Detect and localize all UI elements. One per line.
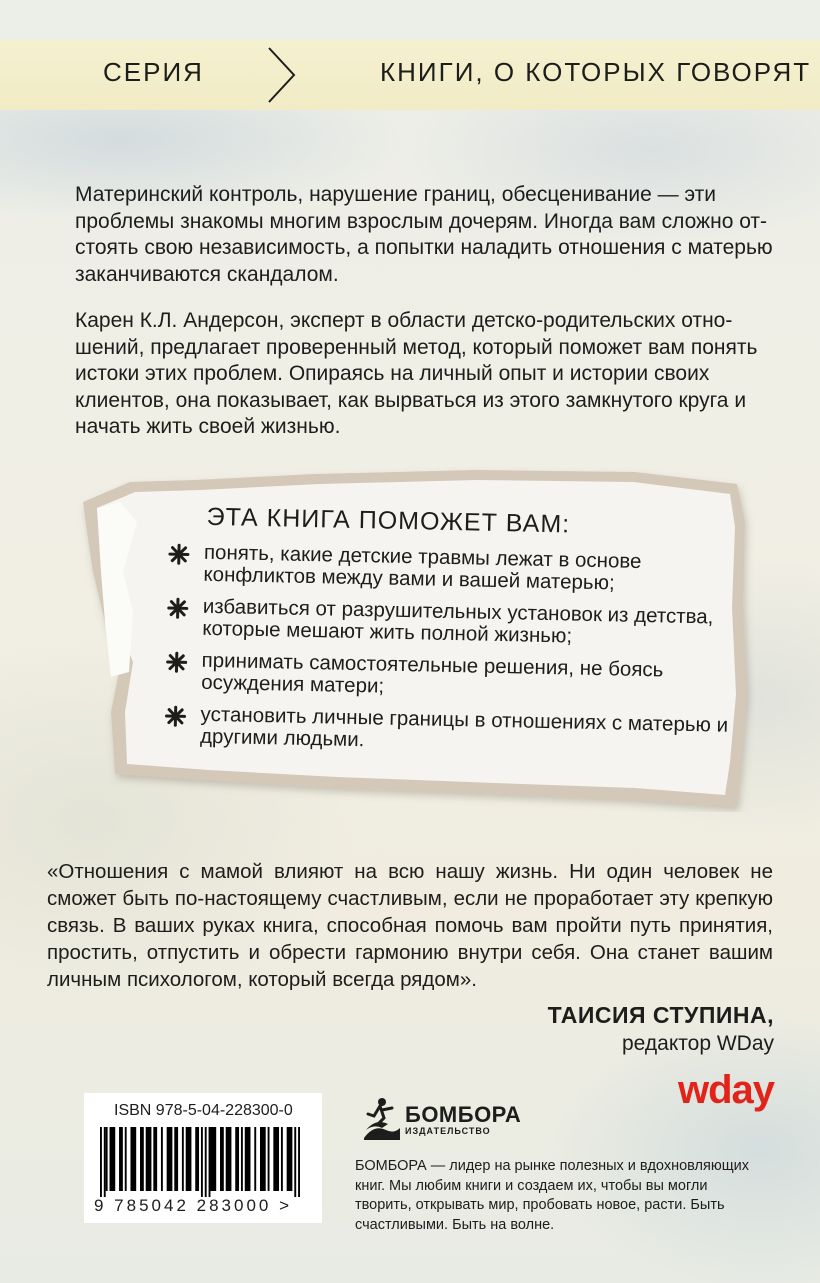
bombora-surfer-icon — [360, 1094, 402, 1142]
quote-author-role: редактор WDay — [622, 1032, 774, 1055]
barcode-bar — [186, 1127, 192, 1191]
barcode-bar — [205, 1127, 207, 1197]
isbn-number: ISBN 978-5-04-228300-0 — [114, 1102, 293, 1119]
barcode-bar — [298, 1127, 300, 1197]
barcode-bar — [195, 1127, 199, 1191]
barcode-bar — [287, 1127, 293, 1191]
barcode-bar — [281, 1127, 283, 1191]
barcode-bar — [260, 1127, 266, 1191]
barcode-bar — [140, 1127, 144, 1191]
benefit-text: принимать самостоятельные решения, не боясь осуждения матери; — [200, 648, 664, 698]
barcode-bar — [201, 1127, 203, 1197]
benefit-text: установить личные границы в отношениях с матерью и другими людьми. — [199, 702, 729, 752]
barcode-bar — [161, 1127, 163, 1191]
series-label: СЕРИЯ — [103, 57, 204, 87]
benefit-item — [163, 649, 739, 705]
benefit-item — [162, 703, 738, 759]
barcode-bar — [130, 1127, 136, 1191]
asterisk-star-icon — [167, 597, 189, 619]
barcode-bar — [174, 1127, 178, 1191]
barcode-bar — [104, 1127, 106, 1197]
benefits-heading: ЭТА КНИГА ПОМОЖЕТ ВАМ: — [206, 502, 571, 539]
barcode-bar — [182, 1127, 184, 1191]
barcode-bar — [119, 1127, 123, 1191]
barcode-bar — [209, 1127, 211, 1197]
barcode-bar — [268, 1127, 270, 1191]
series-banner — [0, 40, 820, 110]
barcode-bar — [210, 1127, 216, 1191]
asterisk-star-icon — [168, 543, 190, 565]
series-name: КНИГИ, О КОТОРЫХ ГОВОРЯТ — [380, 57, 812, 87]
barcode-icon — [94, 1127, 312, 1197]
barcode-bar — [220, 1127, 224, 1191]
benefit-item — [165, 541, 741, 597]
barcode-bar — [106, 1127, 108, 1191]
barcode-bar — [167, 1127, 173, 1191]
benefits-content — [162, 502, 742, 769]
barcode-bar — [245, 1127, 251, 1191]
asterisk-star-icon — [165, 651, 187, 673]
publisher-logo — [360, 1094, 560, 1144]
chevron-right-icon — [264, 44, 298, 106]
barcode-bar — [273, 1127, 279, 1191]
asterisk-star-icon — [164, 705, 186, 727]
description-paragraph-1: Материнский контроль, нарушение границ, обесценивание — эти проблемы знакомы многим взрослым дочерям. Иногда вам сложно от-стоять свою независимость, а попытки наладить отношения с матерью заканчиваются скандалом. — [75, 183, 773, 286]
barcode-digits: 9 785042 283000 > — [94, 1196, 293, 1215]
benefits-card — [75, 462, 755, 812]
wday-logo: wday — [677, 1068, 774, 1112]
barcode-bar — [235, 1127, 239, 1191]
barcode-bar — [241, 1127, 243, 1191]
barcode-bar — [100, 1127, 102, 1197]
publisher-subtitle: ИЗДАТЕЛЬСТВО — [405, 1126, 491, 1136]
barcode-bar — [146, 1127, 152, 1191]
barcode-bar — [254, 1127, 256, 1191]
publisher-description: БОМБОРА — лидер на рынке полезных и вдохновляющих книг. Мы любим книги и создаем их, чтобы вы могли творить, открывать мир, пробовать новое, расти. Быть счастливыми. Быть на волне. — [355, 1158, 749, 1233]
barcode-bar — [294, 1127, 296, 1197]
editor-quote: «Отношения с мамой влияют на всю нашу жизнь. Ни один человек не сможет быть по-настоящему счастливым, если не проработает эту крепкую связь. В ваших руках книга, способная помочь вам пройти путь принятия, простить, отпустить и обрести гармонию внутри себя. Она станет вашим личным психологом, который всегда рядом». — [47, 860, 773, 991]
benefit-text: понять, какие детские травмы лежат в основе конфликтов между вами и вашей матерью; — [203, 540, 642, 595]
barcode-bar — [125, 1127, 127, 1191]
barcode-bar — [226, 1127, 232, 1191]
barcode-bar — [153, 1127, 157, 1191]
barcode-bar — [110, 1127, 116, 1191]
benefit-text: избавиться от разрушительных установок из детства, которые мешают жить полной жизнью; — [202, 594, 714, 648]
publisher-name: БОМБОРА — [405, 1102, 522, 1127]
description-paragraph-2: Карен К.Л. Андерсон, эксперт в области детско-родительских отно-шений, предлагает проверенный метод, который поможет вам понять истоки этих проблем. Опираясь на личный опыт и истории своих клиентов, она показывает, как вырваться из этого замкнутого круга и начать жить своей жизнью. — [75, 309, 758, 438]
barcode-block — [84, 1093, 322, 1223]
benefit-item — [164, 595, 740, 651]
quote-author: ТАИСИЯ СТУПИНА, — [547, 1002, 774, 1028]
